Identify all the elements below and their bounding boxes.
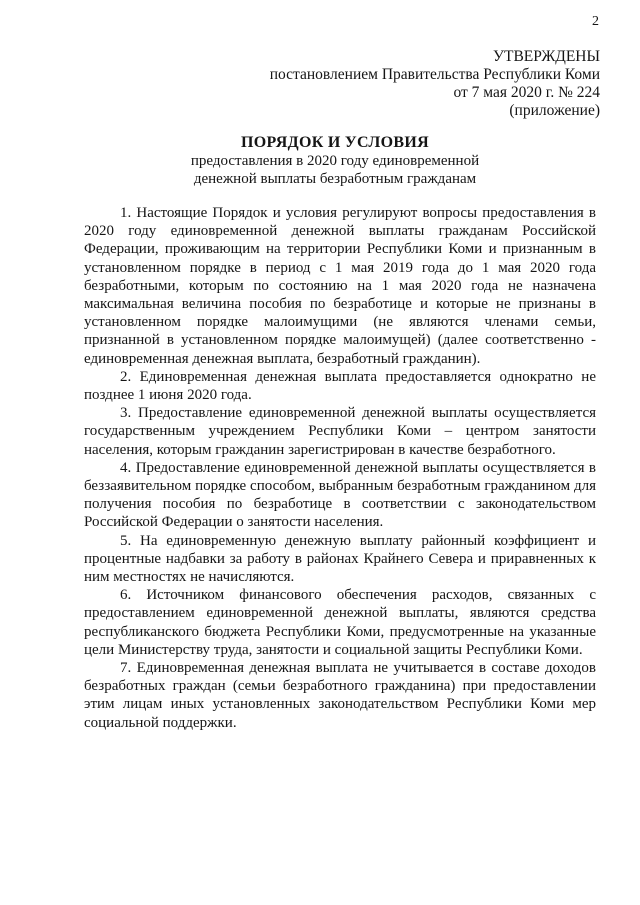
- paragraph-5: 5. На единовременную денежную выплату районный коэффициент и процентные надбавки за работу в районах Крайнего Севера и приравненных к ним местностях не начисляются.: [84, 532, 596, 586]
- paragraph-4: 4. Предоставление единовременной денежной выплаты осуществляется в беззаявительном порядке способом, выбранным безработным гражданином для получения пособия по безработице в соответствии с законодательством Российской Федерации о занятости населения.: [84, 459, 596, 531]
- approval-appendix-note: (приложение): [509, 102, 600, 119]
- approval-decree: постановлением Правительства Республики Коми: [269, 66, 600, 83]
- document-subtitle-line-2: денежной выплаты безработным гражданам: [193, 171, 477, 187]
- paragraph-3: 3. Предоставление единовременной денежной выплаты осуществляется государственным учреждением Республики Коми – центром занятости населения, которым гражданин зарегистрирован в качестве безработного.: [84, 405, 596, 458]
- paragraph-2: 2. Единовременная денежная выплата предоставляется однократно не позднее 1 июня 2020 года.: [84, 368, 596, 404]
- document-body: [84, 204, 596, 732]
- approval-date-number: от 7 мая 2020 г. № 224: [453, 84, 600, 101]
- document-subtitle-line-1: предоставления в 2020 году единовременной: [190, 153, 480, 169]
- document-heading: [0, 133, 640, 188]
- paragraph-6: 6. Источником финансового обеспечения расходов, связанных с предоставлением единовременной денежной выплаты, являются средства республиканского бюджета Республики Коми, предусмотренные на указанные цели Министерству труда, занятости и социальной защиты Республики Коми.: [84, 587, 596, 658]
- paragraph-1: 1. Настоящие Порядок и условия регулируют вопросы предоставления в 2020 году единовременной денежной выплаты гражданам Российской Федерации, проживающим на территории Республики Коми и признанным в установленном порядке в период с 1 мая 2019 года до 1 мая 2020 года безработными, которым по состоянию на 1 мая 2020 года не назначена максимальная величина пособия по безработице и которые не признаны в установленном порядке малоимущими (не являются членами семьи, признанной в установленном порядке малоимущей) (далее соответственно - единовременная денежная выплата, безработный гражданин).: [84, 205, 596, 367]
- document-title: ПОРЯДОК И УСЛОВИЯ: [241, 134, 429, 151]
- approval-heading: УТВЕРЖДЕНЫ: [493, 48, 600, 65]
- approval-stamp: [240, 48, 600, 120]
- paragraph-7: 7. Единовременная денежная выплата не учитывается в составе доходов безработных граждан (семьи безработного гражданина) при предоставлении этим лицам иных установленных законодательством Республики Коми мер социальной поддержки.: [84, 660, 596, 731]
- page-number: 2: [592, 14, 599, 29]
